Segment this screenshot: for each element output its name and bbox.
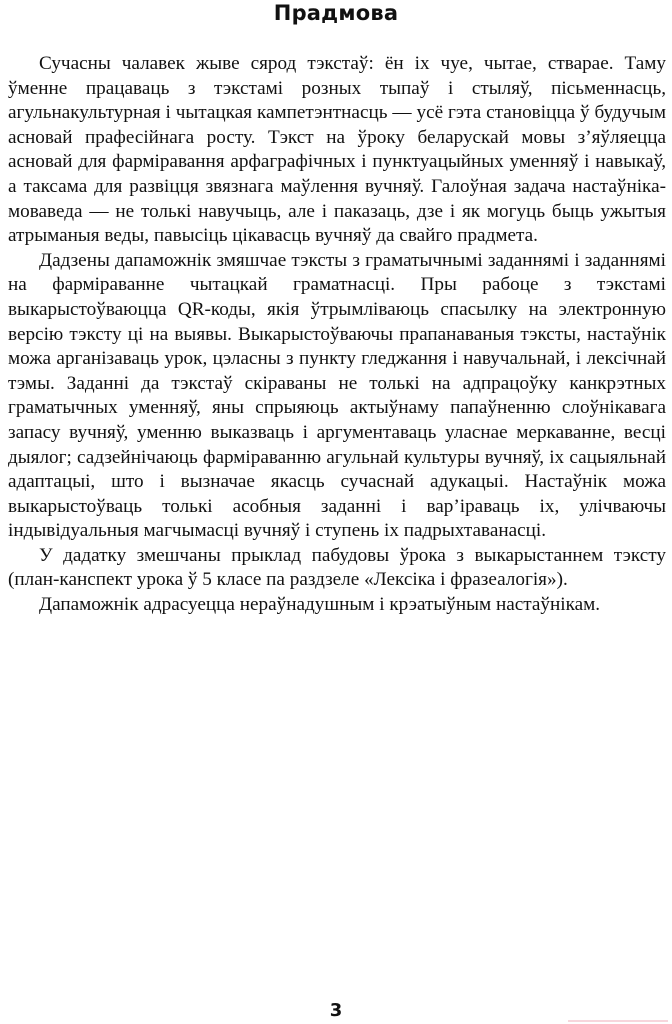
scan-edge-mark	[568, 1020, 668, 1022]
paragraph-3: У дадатку змешчаны прыклад пабудовы ўрока з выкарыстаннем тэксту (план-канспект урока ў 5 класе па раздзеле «Лексіка і фразеалогія»).	[8, 544, 666, 591]
paragraph-4: Дапаможнік адрасуецца нераўнадушным і крэатыўным настаўнікам.	[39, 594, 601, 616]
paragraph-1: Сучасны чалавек жыве сярод тэкстаў: ён іх чуе, чытае, стварае. Таму ўменне працаваць з тэкстамі розных тыпаў і стыляў, пісьменнасць, агульнакультурная і чытацкая кампетэнтнасць — усё гэта становіцца ў будучым асновай прафесійнага росту. Тэкст на ўроку беларускай мовы з’яўляецца асновай для фарміравання арфаграфічных і пунктуацыйных уменняў і навыкаў, а таксама для развіцця звязнага маўлення вучняў. Галоўная задача настаўніка-моваведа — не толькі навучыць, але і паказаць, дзе і як могуць быць ужытыя атрыманыя веды, павысіць цікавасць вучняў да свайго прадмета.	[8, 53, 666, 247]
page-title: Прадмова	[273, 1, 399, 25]
page-number: 3	[329, 1000, 343, 1021]
paragraph-2: Дадзены дапаможнік змяшчае тэксты з граматычнымі заданнямі і заданнямі на фарміраванне чытацкай граматнасці. Пры рабоце з тэкстамі выкарыстоўваюцца QR-коды, якія ўтрымліваюць спасылку на электронную версію тэксту ці на выявы. Выкарыстоўваючы прапанаваныя тэксты, настаўнік можа арганізаваць урок, цэласны з пункту гледжання і навучальнай, і лексічнай тэмы. Заданні да тэкстаў скіраваны не толькі на адпрацоўку канкрэтных граматычных уменняў, яны спрыяюць актыўнаму папаўненню слоўнікавага запасу вучняў, уменню выказваць і аргументаваць уласнае меркаванне, весці дыялог; садзейнічаюць фарміраванню агульнай культуры вучняў, іх сацыяльнай адаптацыі, што і вызначае якасць сучаснай адукацыі. Настаўнік можа выкарыстоўваць толькі асобныя заданні і вар’іраваць іх, улічваючы індывідуальныя магчымасці вучняў і ступень іх падрыхтаванасці.	[8, 249, 666, 542]
preface-body	[8, 52, 666, 618]
